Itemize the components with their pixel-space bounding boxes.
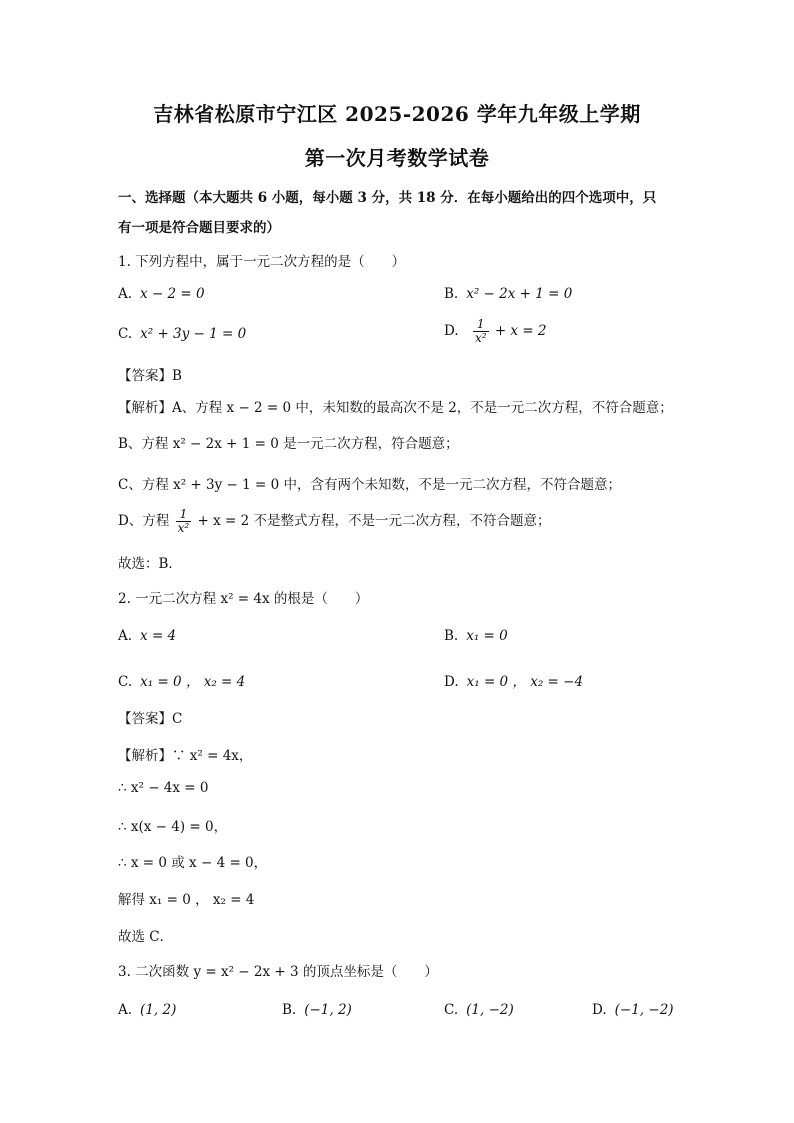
q1-option-d — [444, 318, 547, 345]
option-text: + x = 2 — [494, 323, 547, 339]
option-text: (−1, −2) — [614, 1002, 674, 1018]
option-label: A. — [118, 628, 133, 644]
q2-option-c — [118, 670, 245, 690]
q1-analysis-line — [118, 508, 551, 535]
fraction-numerator: 1 — [473, 318, 489, 332]
option-label: B. — [282, 1002, 297, 1018]
fraction — [176, 508, 192, 535]
section-header-cont: 有一项是符合题目要求的） — [118, 220, 280, 236]
q1-analysis-line: C、方程 x² + 3y − 1 = 0 中，含有两个未知数，不是一元二次方程，不符合题意； — [118, 477, 622, 493]
analysis-suffix: + x = 2 不是整式方程，不是一元二次方程，不符合题意； — [197, 513, 551, 529]
q3-option-d — [592, 1002, 674, 1018]
option-text: x = 4 — [140, 628, 177, 644]
option-text: x₁ = 0 ， x₂ = −4 — [466, 674, 584, 690]
q2-conclusion: 故选 C． — [118, 929, 174, 945]
q2-analysis-line: ∴ x² − 4x = 0 — [118, 780, 209, 796]
q2-answer: 【答案】C — [118, 711, 183, 727]
q1-conclusion: 故选：B． — [118, 556, 182, 572]
option-label: D. — [592, 1002, 607, 1018]
q1-option-c — [118, 326, 246, 342]
question-2-stem: 2. 一元二次方程 x² = 4x 的根是（ ） — [118, 591, 369, 607]
fraction-numerator: 1 — [176, 508, 192, 522]
fraction-denominator: x² — [474, 331, 487, 345]
q2-analysis-line: 【解析】∵ x² = 4x， — [118, 748, 253, 764]
q3-option-a — [118, 1002, 176, 1018]
q2-option-d — [444, 670, 583, 690]
option-label: A. — [118, 286, 133, 302]
q1-analysis-line: 【解析】A、方程 x − 2 = 0 中，未知数的最高次不是 2，不是一元二次方程，不符合题意； — [118, 400, 673, 416]
analysis-prefix: D、方程 — [118, 513, 170, 529]
option-text: x − 2 = 0 — [140, 286, 205, 302]
q2-option-a — [118, 628, 176, 644]
option-label: C. — [118, 326, 133, 342]
option-label: B. — [444, 286, 459, 302]
option-label: B. — [444, 628, 459, 644]
fraction-denominator: x² — [177, 521, 190, 535]
option-text: (−1, 2) — [304, 1002, 352, 1018]
option-label: C. — [444, 1002, 459, 1018]
option-label: D. — [444, 323, 459, 339]
q2-option-b — [444, 628, 508, 644]
q2-analysis-line: ∴ x = 0 或 x − 4 = 0， — [118, 855, 268, 871]
q2-analysis-line: ∴ x(x − 4) = 0， — [118, 819, 228, 835]
option-text: x² + 3y − 1 = 0 — [140, 326, 247, 342]
question-3-stem: 3. 二次函数 y = x² − 2x + 3 的顶点坐标是（ ） — [118, 964, 438, 980]
q1-option-a — [118, 286, 205, 302]
option-text: x₁ = 0 ， x₂ = 4 — [140, 674, 246, 690]
option-label: A. — [118, 1002, 133, 1018]
option-text: x² − 2x + 1 = 0 — [466, 286, 573, 302]
option-label: D. — [444, 674, 459, 690]
question-1-stem: 1. 下列方程中，属于一元二次方程的是（ ） — [118, 254, 406, 270]
option-label: C. — [118, 674, 133, 690]
fraction — [473, 318, 489, 345]
option-text: (1, 2) — [140, 1002, 177, 1018]
option-text: (1, −2) — [466, 1002, 514, 1018]
page-title-line1: 吉林省松原市宁江区 2025-2026 学年九年级上学期 — [153, 102, 641, 126]
option-text: x₁ = 0 — [466, 628, 508, 644]
page-title-line2: 第一次月考数学试卷 — [304, 146, 490, 170]
section-header: 一、选择题（本大题共 6 小题，每小题 3 分，共 18 分．在每小题给出的四个选项中，只 — [118, 190, 657, 206]
q1-option-b — [444, 286, 572, 302]
q1-answer: 【答案】B — [118, 368, 182, 384]
q1-analysis-line: B、方程 x² − 2x + 1 = 0 是一元二次方程，符合题意； — [118, 436, 459, 452]
q2-analysis-line: 解得 x₁ = 0 ， x₂ = 4 — [118, 892, 255, 908]
q3-option-b — [282, 1002, 352, 1018]
q3-option-c — [444, 1002, 514, 1018]
